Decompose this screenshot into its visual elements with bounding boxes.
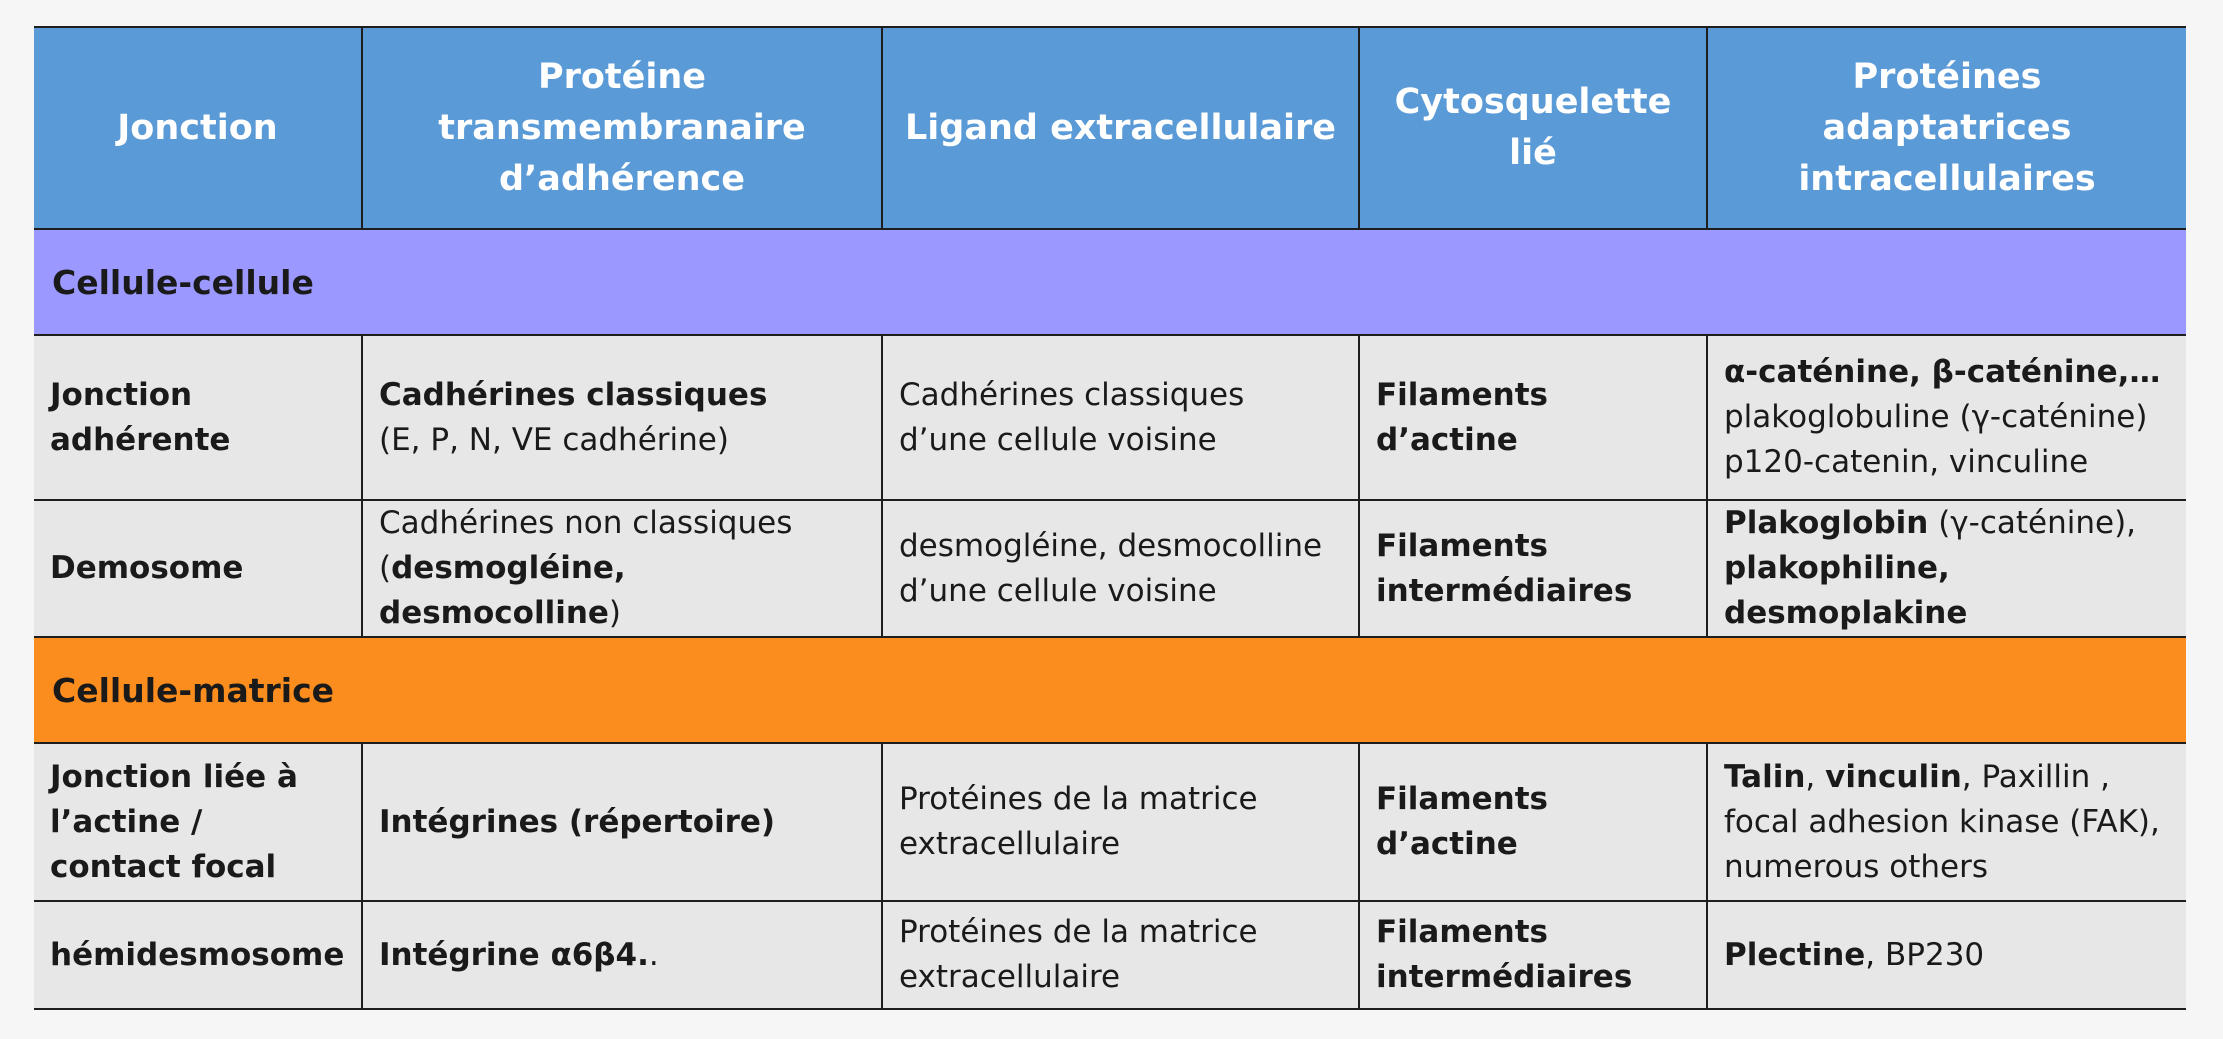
cell-cytoskeleton: Filaments d’actine [1359, 335, 1707, 500]
junction-table-container [34, 26, 2186, 1010]
cell-junction: hémidesmosome [34, 901, 362, 1009]
cell-text: l’actine / [50, 803, 203, 840]
cell-text: desmogléine, desmocolline [899, 527, 1323, 564]
cell-text: desmogléine, desmocolline [379, 550, 626, 631]
header-junction: Jonction [34, 27, 362, 229]
cell-text: Jonction [50, 376, 193, 413]
cell-text: adhérente [50, 421, 231, 458]
section-label-cell-cell: Cellule-cellule [34, 229, 2186, 335]
cell-text: Filaments [1376, 527, 1549, 564]
cell-ligand [882, 901, 1359, 1009]
cell-ligand [882, 335, 1359, 500]
cell-text: Protéines de la matrice [899, 781, 1258, 817]
cell-text: d’une cellule voisine [899, 421, 1217, 458]
cell-text: Jonction liée à [50, 758, 298, 795]
cell-text: , BP230 [1865, 936, 1985, 973]
cell-junction [34, 743, 362, 901]
table-row-hemidesmosome [34, 901, 2186, 1009]
section-label-cell-matrix: Cellule-matrice [34, 637, 2186, 743]
cell-text: plakophiline, desmoplakine [1724, 550, 1968, 631]
cell-ligand [882, 500, 1359, 637]
cell-text: Intégrine α6β4. [379, 936, 649, 973]
cell-protein [362, 901, 882, 1009]
cell-text: , [1805, 758, 1826, 795]
cell-text: Filaments [1376, 914, 1549, 950]
cell-cytoskeleton: Filaments d’actine [1359, 743, 1707, 901]
cell-adaptors [1707, 500, 2186, 637]
header-row [34, 27, 2186, 229]
cell-text-line [1724, 755, 2170, 800]
junction-table [34, 26, 2186, 1010]
cell-text: plakoglobuline (γ-caténine) [1724, 399, 2148, 435]
cell-adaptors [1707, 743, 2186, 901]
cell-protein [362, 500, 882, 637]
cell-text: vinculin [1825, 758, 1962, 795]
cell-text: (γ-caténine), [1928, 505, 2137, 541]
cell-text: Cadhérines classiques [379, 376, 768, 413]
cell-text: Plectine [1724, 936, 1866, 973]
cell-text-line [379, 546, 865, 636]
section-row-cell-cell [34, 229, 2186, 335]
cell-adaptors [1707, 335, 2186, 500]
header-cytoskeleton: Cytosquelette lié [1359, 27, 1707, 229]
cell-text: contact focal [50, 848, 277, 885]
cell-text: focal adhesion kinase (FAK), [1724, 803, 2160, 840]
cell-text: , Paxillin , [1961, 758, 2110, 795]
cell-junction [34, 335, 362, 500]
cell-protein [362, 335, 882, 500]
cell-cytoskeleton [1359, 500, 1707, 637]
header-transmembrane-protein: Protéine transmembranaire d’adhérence [362, 27, 882, 229]
section-row-cell-matrix [34, 637, 2186, 743]
cell-text: Talin [1724, 758, 1806, 795]
cell-text-line [1724, 501, 2170, 546]
table-row-demosome [34, 500, 2186, 637]
cell-text: intermédiaires [1376, 572, 1633, 609]
header-extracellular-ligand: Ligand extracellulaire [882, 27, 1359, 229]
cell-text: ( [379, 550, 392, 586]
cell-text: Cadhérines classiques [899, 376, 1245, 413]
cell-text: d’une cellule voisine [899, 572, 1217, 609]
cell-cytoskeleton [1359, 901, 1707, 1009]
cell-text: α-caténine, β-caténine,… [1724, 354, 2161, 390]
cell-text: extracellulaire [899, 959, 1121, 995]
cell-text: intermédiaires [1376, 959, 1633, 995]
cell-ligand [882, 743, 1359, 901]
cell-text: numerous others [1724, 848, 1988, 885]
cell-text: p120-catenin, vinculine [1724, 444, 2089, 480]
table-row-contact-focal [34, 743, 2186, 901]
table-row-jonction-adherente [34, 335, 2186, 500]
cell-text: extracellulaire [899, 826, 1121, 862]
cell-protein: Intégrines (répertoire) [362, 743, 882, 901]
cell-junction: Demosome [34, 500, 362, 637]
cell-text: ) [608, 595, 622, 631]
cell-text: Plakoglobin [1724, 505, 1929, 541]
header-adaptor-proteins: Protéines adaptatrices intracellulaires [1707, 27, 2186, 229]
cell-adaptors [1707, 901, 2186, 1009]
cell-text: . [648, 936, 659, 973]
cell-text: (E, P, N, VE cadhérine) [379, 421, 729, 458]
cell-text: Protéines de la matrice [899, 914, 1258, 950]
cell-text: Cadhérines non classiques [379, 505, 793, 541]
